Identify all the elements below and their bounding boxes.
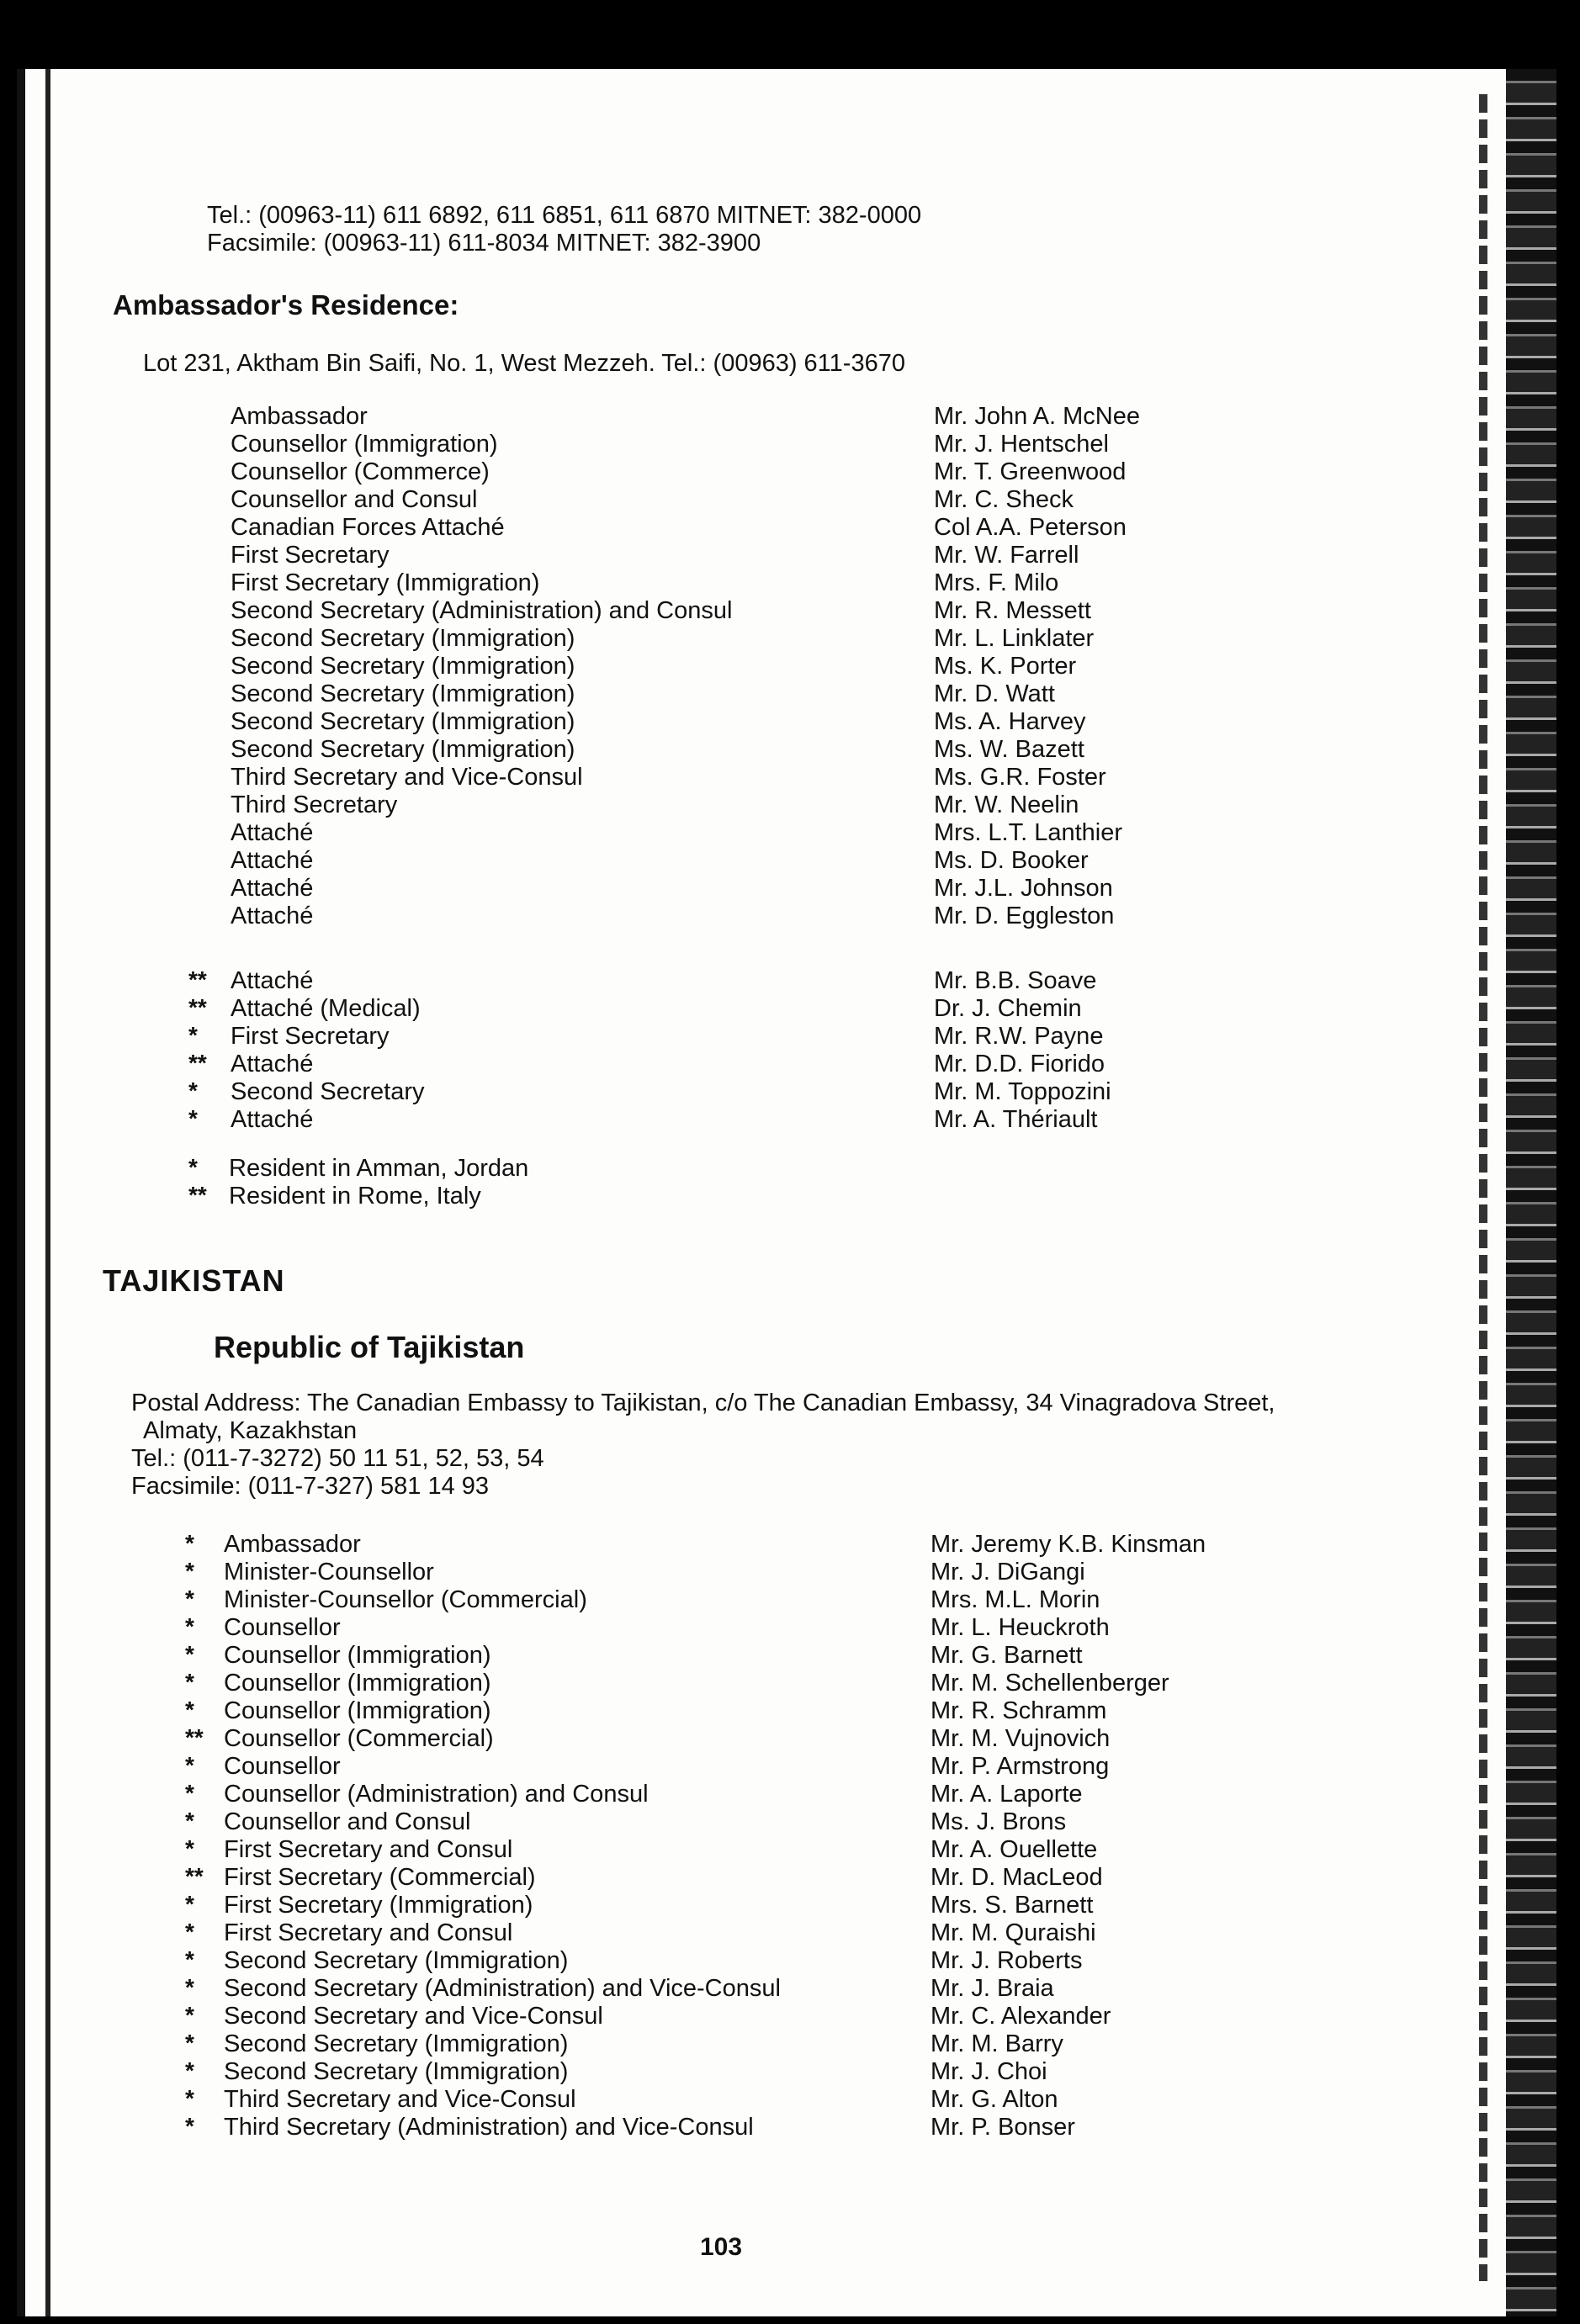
page-right-edge xyxy=(1506,69,1556,2316)
staff-name: Mr. D. MacLeod xyxy=(931,1864,1103,1891)
footnote-marker: ** xyxy=(188,1050,207,1076)
list-item xyxy=(151,1753,1498,1781)
staff-name: Mr. M. Quraishi xyxy=(931,1919,1096,1946)
list-item xyxy=(151,1183,909,1210)
list-item xyxy=(151,1892,1498,1919)
staff-title: Counsellor (Immigration) xyxy=(224,1642,491,1669)
tajikistan-staff-list xyxy=(151,1531,1498,2141)
syria-fax: Facsimile: (00963-11) 611-8034 MITNET: 382-3900 xyxy=(207,230,761,257)
footnote-marker: * xyxy=(185,1835,194,1861)
staff-title: Counsellor (Immigration) xyxy=(224,1697,491,1724)
staff-title: Attaché xyxy=(231,903,314,929)
list-item xyxy=(151,514,1498,542)
staff-name: Ms. G.R. Foster xyxy=(934,764,1106,791)
staff-title: First Secretary (Immigration) xyxy=(224,1892,533,1919)
staff-name: Mr. P. Armstrong xyxy=(931,1753,1110,1780)
staff-name: Ms. J. Brons xyxy=(931,1808,1067,1835)
list-item xyxy=(151,542,1498,569)
staff-name: Ms. D. Booker xyxy=(934,847,1089,874)
list-item xyxy=(151,764,1498,791)
list-item xyxy=(151,1586,1498,1614)
staff-title: Attaché xyxy=(231,967,314,994)
staff-name: Mrs. M.L. Morin xyxy=(931,1586,1100,1613)
staff-title: Attaché xyxy=(231,875,314,902)
list-item xyxy=(151,1106,1498,1134)
staff-name: Mrs. L.T. Lanthier xyxy=(934,819,1123,846)
list-item xyxy=(151,486,1498,514)
staff-name: Mr. Jeremy K.B. Kinsman xyxy=(931,1531,1206,1558)
list-item xyxy=(151,569,1498,597)
staff-title: First Secretary (Commercial) xyxy=(224,1864,536,1891)
staff-name: Mr. John A. McNee xyxy=(934,403,1140,430)
staff-name: Mr. M. Barry xyxy=(931,2030,1063,2057)
staff-name: Mr. R. Schramm xyxy=(931,1697,1107,1724)
staff-title: First Secretary and Consul xyxy=(224,1836,513,1863)
staff-title: Third Secretary (Administration) and Vice-Consul xyxy=(224,2114,754,2141)
staff-title: Third Secretary and Vice-Consul xyxy=(224,2086,576,2113)
list-item xyxy=(151,1725,1498,1753)
list-item xyxy=(151,1559,1498,1586)
staff-name: Mr. D.D. Fiorido xyxy=(934,1051,1105,1077)
list-item xyxy=(151,1078,1498,1106)
staff-name: Mr. J. Braia xyxy=(931,1975,1054,2002)
staff-name: Mr. C. Alexander xyxy=(931,2003,1111,2030)
list-item xyxy=(151,1531,1498,1559)
staff-name: Mr. D. Watt xyxy=(934,680,1055,707)
list-item xyxy=(151,708,1498,736)
staff-title: Counsellor (Commerce) xyxy=(231,458,490,485)
staff-title: Second Secretary (Immigration) xyxy=(231,653,575,680)
list-item xyxy=(151,2114,1498,2141)
list-item xyxy=(151,875,1498,903)
residence-address: Lot 231, Aktham Bin Saifi, No. 1, West Mezzeh. Tel.: (00963) 611-3670 xyxy=(143,350,905,377)
list-item xyxy=(151,1808,1498,1836)
list-item xyxy=(151,1947,1498,1975)
staff-title: Attaché xyxy=(231,1051,314,1077)
list-item xyxy=(151,819,1498,847)
footnote-marker: * xyxy=(185,1530,194,1556)
staff-name: Col A.A. Peterson xyxy=(934,514,1127,541)
staff-title: Minister-Counsellor xyxy=(224,1559,434,1586)
syria-tel: Tel.: (00963-11) 611 6892, 611 6851, 611 6870 MITNET: 382-0000 xyxy=(207,202,922,229)
syria-staff-list xyxy=(151,403,1498,930)
staff-title: Counsellor and Consul xyxy=(224,1808,471,1835)
footnote-marker: ** xyxy=(185,1863,204,1889)
staff-title: Ambassador xyxy=(224,1531,361,1558)
staff-name: Mrs. F. Milo xyxy=(934,569,1059,596)
footnote-marker: * xyxy=(185,2113,194,2139)
staff-title: Second Secretary (Immigration) xyxy=(224,2030,569,2057)
list-item xyxy=(151,1864,1498,1892)
staff-name: Mr. J. Choi xyxy=(931,2058,1047,2085)
document-page xyxy=(17,69,1556,2316)
footnote-marker: * xyxy=(185,1808,194,1834)
footnote-marker: ** xyxy=(185,1724,204,1750)
list-item xyxy=(151,2058,1498,2086)
staff-name: Mr. J. Hentschel xyxy=(934,431,1109,458)
list-item xyxy=(151,1836,1498,1864)
staff-name: Mr. L. Linklater xyxy=(934,625,1095,652)
list-item xyxy=(151,1781,1498,1808)
staff-title: Counsellor (Administration) and Consul xyxy=(224,1781,649,1808)
staff-title: Counsellor xyxy=(224,1614,341,1641)
list-item xyxy=(151,2086,1498,2114)
staff-name: Mr. M. Schellenberger xyxy=(931,1670,1169,1697)
footnote-marker: * xyxy=(185,1558,194,1584)
staff-title: Second Secretary (Administration) and Vice-Consul xyxy=(224,1975,781,2002)
staff-title: Second Secretary (Immigration) xyxy=(231,736,575,763)
staff-name: Mr. B.B. Soave xyxy=(934,967,1097,994)
footnote-marker: * xyxy=(185,1586,194,1612)
footnote-marker: * xyxy=(185,2085,194,2111)
list-item xyxy=(151,403,1498,431)
staff-name: Ms. A. Harvey xyxy=(934,708,1086,735)
staff-title: Second Secretary (Immigration) xyxy=(231,625,575,652)
page-left-edge xyxy=(17,69,52,2316)
staff-name: Mr. R.W. Payne xyxy=(934,1023,1104,1050)
staff-title: First Secretary xyxy=(231,542,390,569)
list-item xyxy=(151,1155,909,1183)
staff-name: Mr. G. Barnett xyxy=(931,1642,1083,1669)
staff-title: Attaché xyxy=(231,819,314,846)
tajikistan-fax: Facsimile: (011-7-327) 581 14 93 xyxy=(131,1473,490,1500)
list-item xyxy=(151,1614,1498,1642)
staff-name: Mr. W. Farrell xyxy=(934,542,1079,569)
staff-title: Third Secretary and Vice-Consul xyxy=(231,764,583,791)
staff-name: Mr. A. Ouellette xyxy=(931,1836,1098,1863)
staff-name: Mr. C. Sheck xyxy=(934,486,1074,513)
staff-name: Mr. M. Toppozini xyxy=(934,1078,1111,1105)
staff-title: Attaché xyxy=(231,847,314,874)
list-item xyxy=(151,967,1498,995)
footnote-marker: ** xyxy=(188,966,207,993)
list-item xyxy=(151,791,1498,819)
list-item xyxy=(151,1023,1498,1051)
staff-title: Counsellor xyxy=(224,1753,341,1780)
list-item xyxy=(151,1697,1498,1725)
footnote-marker: * xyxy=(185,2002,194,2028)
staff-name: Ms. K. Porter xyxy=(934,653,1077,680)
staff-name: Mr. M. Vujnovich xyxy=(931,1725,1111,1752)
staff-title: Counsellor (Immigration) xyxy=(224,1670,491,1697)
staff-title: Counsellor and Consul xyxy=(231,486,478,513)
footnote-marker: * xyxy=(188,1077,198,1104)
staff-name: Mr. T. Greenwood xyxy=(934,458,1127,485)
staff-title: Attaché xyxy=(231,1106,314,1133)
staff-name: Mr. P. Bonser xyxy=(931,2114,1075,2141)
footnote-marker: * xyxy=(185,1613,194,1639)
staff-title: First Secretary (Immigration) xyxy=(231,569,540,596)
staff-title: Second Secretary (Immigration) xyxy=(231,708,575,735)
footnote-text: Resident in Amman, Jordan xyxy=(229,1155,529,1182)
footnote-marker: * xyxy=(188,1022,198,1048)
list-item xyxy=(151,903,1498,930)
staff-title: Counsellor (Commercial) xyxy=(224,1725,494,1752)
staff-name: Mr. L. Heuckroth xyxy=(931,1614,1110,1641)
footnote-marker: ** xyxy=(188,1182,207,1208)
staff-title: Second Secretary xyxy=(231,1078,425,1105)
staff-name: Dr. J. Chemin xyxy=(934,995,1082,1022)
staff-title: Counsellor (Immigration) xyxy=(231,431,498,458)
list-item xyxy=(151,2003,1498,2030)
footnote-marker: * xyxy=(185,2057,194,2083)
staff-title: First Secretary and Consul xyxy=(224,1919,513,1946)
list-item xyxy=(151,1670,1498,1697)
list-item xyxy=(151,680,1498,708)
footnote-marker: * xyxy=(185,1946,194,1972)
footnote-marker: * xyxy=(185,1974,194,2000)
staff-title: Ambassador xyxy=(231,403,368,430)
staff-title: Second Secretary (Immigration) xyxy=(224,1947,569,1974)
list-item xyxy=(151,653,1498,680)
page-number: 103 xyxy=(700,2233,743,2261)
footnote-marker: * xyxy=(185,1697,194,1723)
staff-name: Mr. J. DiGangi xyxy=(931,1559,1085,1586)
postal-address-line1: Postal Address: The Canadian Embassy to Tajikistan, c/o The Canadian Embassy, 34 Vinagradova Street, xyxy=(131,1390,1275,1416)
staff-title: Second Secretary (Immigration) xyxy=(224,2058,569,2085)
country-heading: TAJIKISTAN xyxy=(103,1263,285,1298)
official-country-name: Republic of Tajikistan xyxy=(214,1330,525,1364)
footnote-marker: * xyxy=(185,1919,194,1945)
footnote-marker: * xyxy=(185,2030,194,2056)
staff-title: Second Secretary (Administration) and Consul xyxy=(231,597,733,624)
residence-heading: Ambassador's Residence: xyxy=(113,289,459,320)
staff-name: Mr. G. Alton xyxy=(931,2086,1058,2113)
list-item xyxy=(151,2030,1498,2058)
staff-title: Canadian Forces Attaché xyxy=(231,514,505,541)
postal-address-line2: Almaty, Kazakhstan xyxy=(143,1417,358,1444)
footnote-marker: * xyxy=(185,1780,194,1806)
footnote-marker: ** xyxy=(188,994,207,1020)
footnote-marker: * xyxy=(188,1154,198,1180)
staff-name: Mr. J.L. Johnson xyxy=(934,875,1113,902)
list-item xyxy=(151,847,1498,875)
list-item xyxy=(151,625,1498,653)
list-item xyxy=(151,458,1498,486)
footnote-marker: * xyxy=(185,1641,194,1667)
staff-name: Mr. D. Eggleston xyxy=(934,903,1115,929)
staff-name: Mrs. S. Barnett xyxy=(931,1892,1094,1919)
list-item xyxy=(151,1642,1498,1670)
staff-name: Mr. A. Thériault xyxy=(934,1106,1098,1133)
staff-name: Mr. A. Laporte xyxy=(931,1781,1083,1808)
staff-title: Second Secretary and Vice-Consul xyxy=(224,2003,603,2030)
staff-name: Ms. W. Bazett xyxy=(934,736,1084,763)
list-item xyxy=(151,995,1498,1023)
footnote-marker: * xyxy=(185,1669,194,1695)
staff-name: Mr. J. Roberts xyxy=(931,1947,1083,1974)
list-item xyxy=(151,597,1498,625)
staff-title: Minister-Counsellor (Commercial) xyxy=(224,1586,587,1613)
staff-title: Second Secretary (Immigration) xyxy=(231,680,575,707)
syria-nonresident-list xyxy=(151,967,1498,1134)
list-item xyxy=(151,1975,1498,2003)
footnote-marker: * xyxy=(185,1752,194,1778)
footnote-marker: * xyxy=(188,1105,198,1131)
footnote-marker: * xyxy=(185,1891,194,1917)
staff-name: Mr. W. Neelin xyxy=(934,791,1079,818)
staff-title: Attaché (Medical) xyxy=(231,995,421,1022)
staff-title: Third Secretary xyxy=(231,791,398,818)
footnote-text: Resident in Rome, Italy xyxy=(229,1183,481,1210)
footnote-list xyxy=(151,1155,909,1210)
list-item xyxy=(151,1051,1498,1078)
list-item xyxy=(151,736,1498,764)
tajikistan-tel: Tel.: (011-7-3272) 50 11 51, 52, 53, 54 xyxy=(131,1445,544,1472)
list-item xyxy=(151,1919,1498,1947)
staff-title: First Secretary xyxy=(231,1023,390,1050)
list-item xyxy=(151,431,1498,458)
staff-name: Mr. R. Messett xyxy=(934,597,1091,624)
